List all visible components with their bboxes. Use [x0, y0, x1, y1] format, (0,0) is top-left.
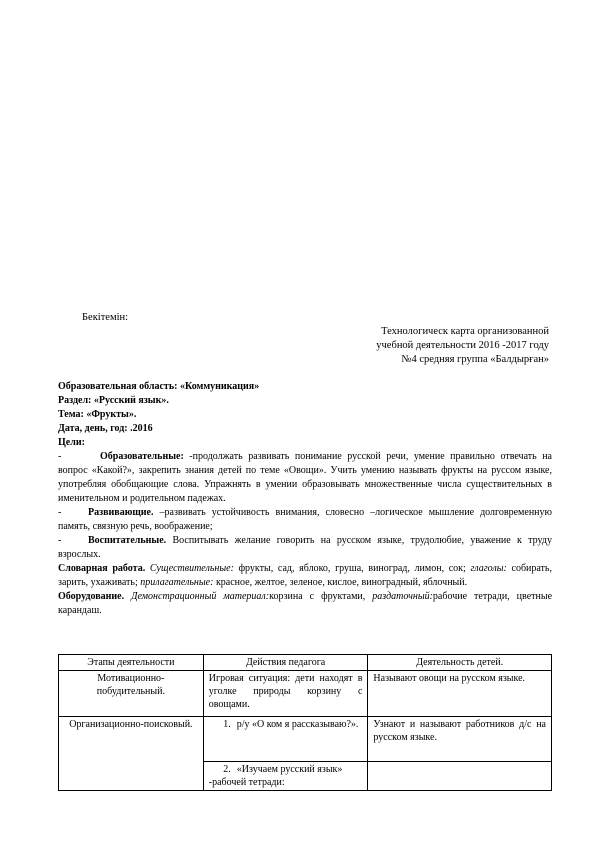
- section-line: [58, 394, 552, 408]
- lesson-info: [58, 380, 552, 618]
- item-number: 2.: [223, 764, 231, 775]
- teacher-cell: [203, 717, 368, 762]
- adjectives-text: красное, желтое, зеленое, кислое, виноградный, яблочный.: [213, 577, 468, 588]
- section-value: «Русский язык».: [93, 395, 169, 406]
- item-text: «Изучаем русский язык» -рабочей тетради:: [208, 764, 343, 788]
- stage-cell: Организационно-поисковый.: [59, 717, 204, 791]
- approval-stamp: Бекітемін:: [82, 312, 129, 323]
- item-text: р/у «О ком я рассказываю?».: [236, 719, 359, 730]
- goal-label: Воспитательные.: [88, 535, 167, 546]
- header-teacher: Действия педагога: [203, 655, 368, 671]
- lesson-plan-table: [58, 654, 552, 791]
- date-value: .2016: [130, 423, 153, 434]
- equipment-paragraph: [58, 590, 552, 618]
- header-stages: Этапы деятельности: [59, 655, 204, 671]
- goal-text: -продолжать развивать понимание русской речи, умение правильно отвечать на вопрос «Какой?», закрепить знания детей по теме «Овощи». Учить умению называть фрукты на руссом языке, употребляя обобщающие слова. Упражнять в умении образовывать множественные числа существительных в именительном и родительном падежах.: [58, 451, 552, 504]
- header-line-1: Технологическ карта организованной: [381, 326, 549, 337]
- handout-label: раздаточный:: [372, 591, 433, 602]
- area-line: [58, 380, 552, 394]
- header-children: Деятельность детей.: [368, 655, 552, 671]
- date-label: Дата, день, год:: [58, 423, 128, 434]
- adjectives-label: прилагательные:: [140, 577, 214, 588]
- header-line-2: учебной деятельности 2016 -2017 году: [376, 340, 549, 351]
- area-value: «Коммуникация»: [179, 381, 260, 392]
- children-cell: Узнают и называют работников д/с на русском языке.: [368, 717, 552, 762]
- verbs-label: глаголы:: [470, 563, 507, 574]
- area-label: Образовательная область:: [58, 381, 178, 392]
- goal-bullet: -: [58, 451, 62, 462]
- section-label: Раздел:: [58, 395, 92, 406]
- topic-line: [58, 408, 552, 422]
- demo-label: Демонстрационный материал:: [131, 591, 270, 602]
- verbs-text: собирать, зарить, ухаживать;: [58, 563, 552, 588]
- topic-value: «Фрукты».: [86, 409, 137, 420]
- goal-educational: [58, 450, 552, 506]
- table-row: [59, 671, 552, 717]
- equipment-label: Оборудование.: [58, 591, 125, 602]
- document-header: [309, 325, 549, 367]
- stage-cell: Мотивационно-побудительный.: [59, 671, 204, 717]
- goal-text: –развивать устойчивость внимания, словесно –логическое мышление долговременную память, связную речь, воображение;: [58, 507, 552, 532]
- children-cell: [368, 762, 552, 791]
- nouns-label: Существительные:: [149, 563, 234, 574]
- goals-heading: Цели:: [58, 437, 85, 448]
- table-header-row: [59, 655, 552, 671]
- teacher-cell: [203, 762, 368, 791]
- table-row: [59, 717, 552, 762]
- goal-text: Воспитывать желание говорить на русском языке, трудолюбие, уважение к труду взрослых.: [58, 535, 552, 560]
- goal-label: Развивающие.: [88, 507, 154, 518]
- vocabulary-label: Словарная работа.: [58, 563, 146, 574]
- teacher-cell: Игровая ситуация: дети находят в уголке природы корзину с овощами.: [203, 671, 368, 717]
- date-line: [58, 422, 552, 436]
- header-line-3: №4 средняя группа «Балдырған»: [401, 354, 549, 365]
- goal-bullet: -: [58, 535, 62, 546]
- goal-developing: [58, 506, 552, 534]
- goal-label: Образовательные:: [100, 451, 184, 462]
- topic-label: Тема:: [58, 409, 84, 420]
- nouns-text: фрукты, сад, яблоко, груша, виноград, лимон, сок;: [233, 563, 466, 574]
- item-number: 1.: [223, 719, 231, 730]
- goal-upbringing: [58, 534, 552, 562]
- vocabulary-paragraph: [58, 562, 552, 590]
- handout-text: рабочие тетради, цветные карандаш.: [58, 591, 553, 616]
- goal-bullet: -: [58, 507, 62, 518]
- demo-text: корзина с фруктами,: [269, 591, 366, 602]
- children-cell: Называют овощи на русском языке.: [368, 671, 552, 717]
